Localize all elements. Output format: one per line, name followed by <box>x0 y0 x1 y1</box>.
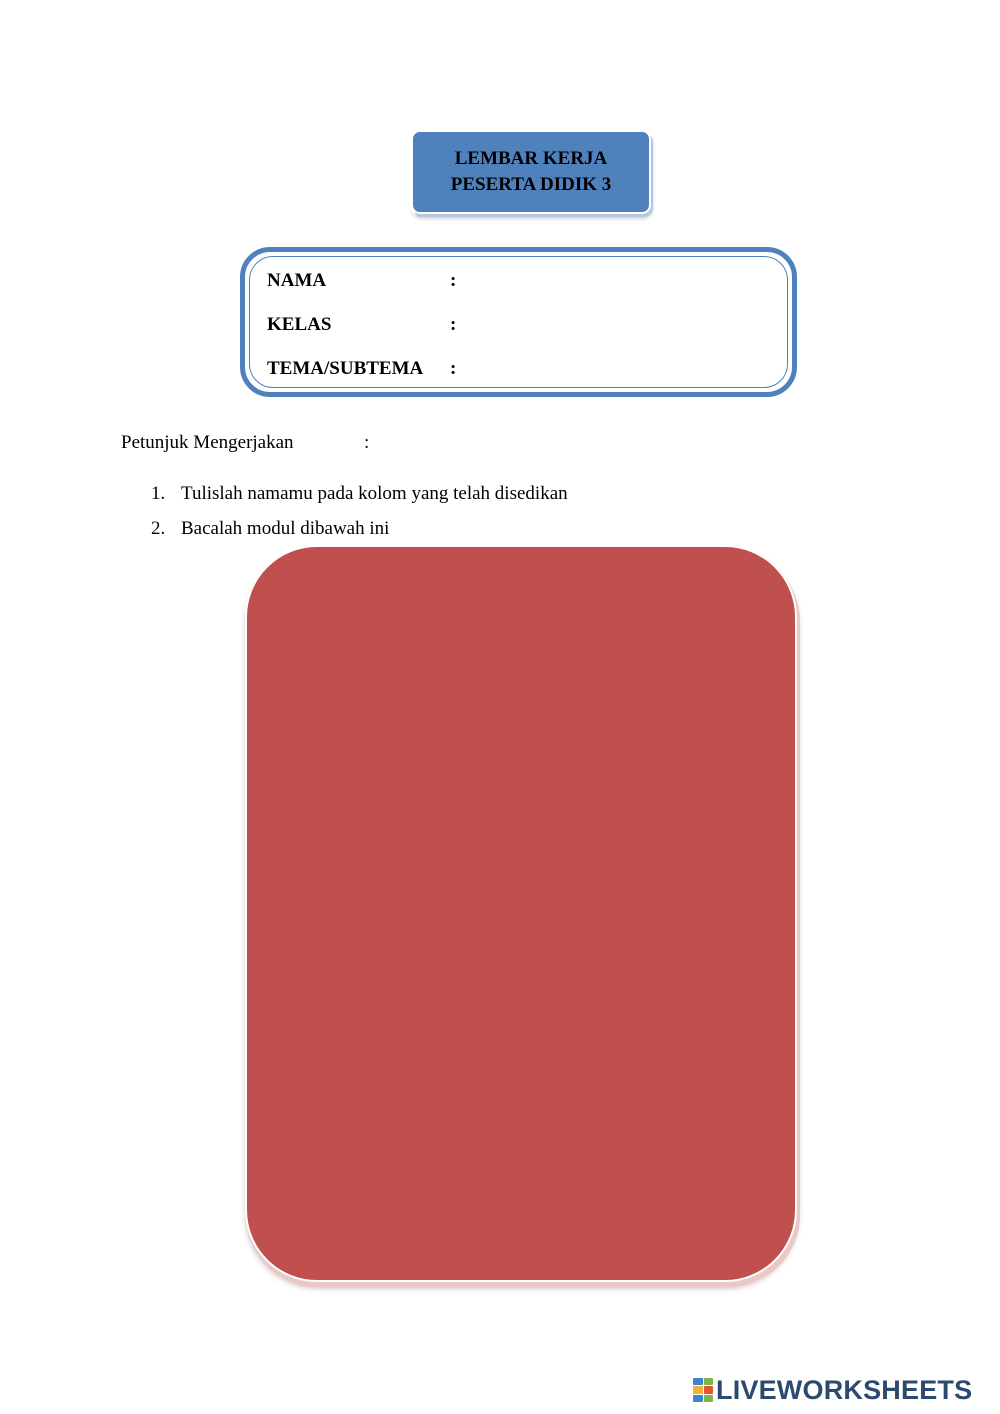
field-colon: : <box>450 270 457 291</box>
identity-box <box>240 247 797 397</box>
worksheet-title-box <box>411 130 651 214</box>
liveworksheets-logo-icon <box>693 1378 713 1402</box>
list-item-text: Tulislah namamu pada kolom yang telah disedikan <box>181 483 568 504</box>
field-colon: : <box>450 314 457 335</box>
instructions-heading <box>121 431 370 455</box>
title-line-2: PESERTA DIDIK 3 <box>450 174 612 195</box>
instructions-heading-text: Petunjuk Mengerjakan <box>121 432 294 453</box>
field-row-nama <box>267 270 456 292</box>
field-colon: : <box>450 358 457 379</box>
field-label-tema: TEMA/SUBTEMA <box>267 358 424 379</box>
list-item <box>151 482 568 517</box>
list-item-number: 2. <box>151 518 166 539</box>
field-row-kelas <box>267 314 456 336</box>
instructions-list <box>151 482 568 552</box>
list-item-text: Bacalah modul dibawah ini <box>181 518 390 539</box>
list-item-number: 1. <box>151 483 166 504</box>
field-label-kelas: KELAS <box>267 314 332 335</box>
instructions-colon: : <box>364 432 370 453</box>
field-label-nama: NAMA <box>267 270 327 291</box>
title-line-1: LEMBAR KERJA <box>454 148 608 169</box>
liveworksheets-logo <box>693 1374 972 1406</box>
field-row-tema <box>267 358 456 380</box>
module-content-box <box>245 545 797 1282</box>
logo-text: LIVEWORKSHEETS <box>716 1374 973 1405</box>
